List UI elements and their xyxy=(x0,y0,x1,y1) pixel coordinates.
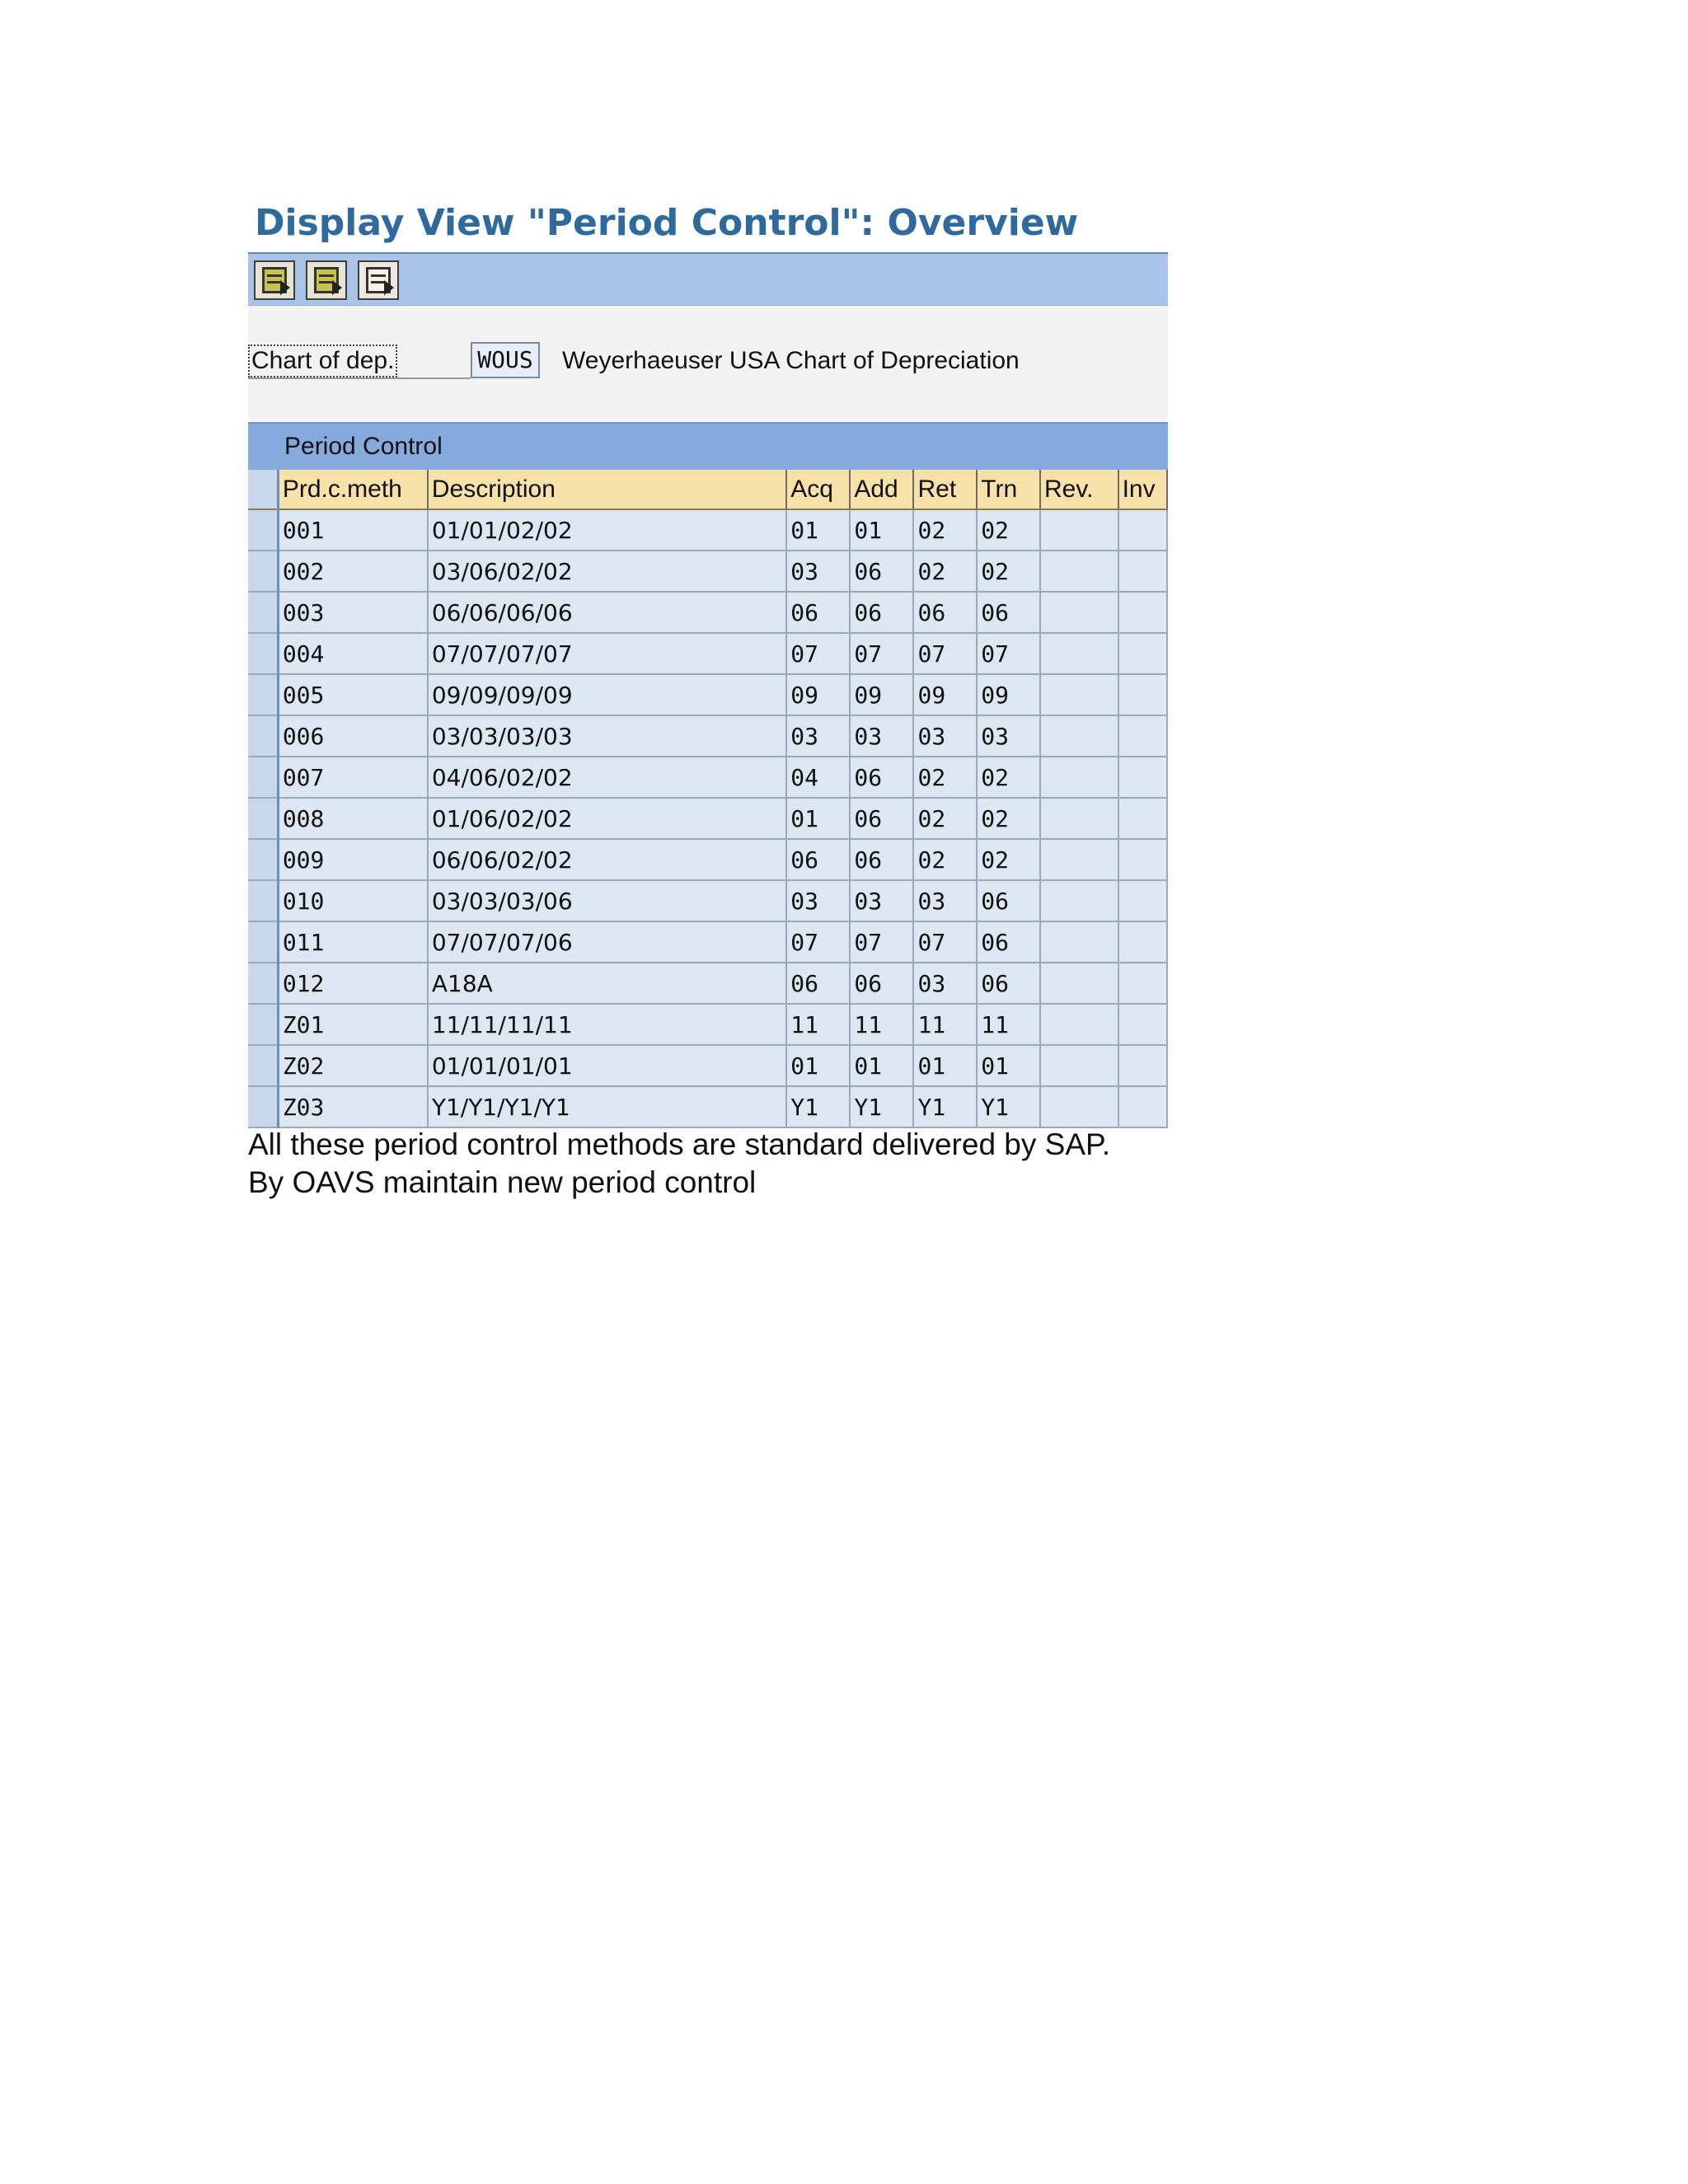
arrow-icon xyxy=(384,280,394,295)
cell-acq: 11 xyxy=(786,1004,850,1045)
deselect-all-button[interactable] xyxy=(358,260,399,300)
cell-description: Y1/Y1/Y1/Y1 xyxy=(428,1086,786,1127)
cell-acq: 01 xyxy=(786,509,850,551)
column-header-rev[interactable]: Rev. xyxy=(1040,470,1118,509)
cell-inv xyxy=(1118,1045,1167,1086)
table-title: Period Control xyxy=(284,433,443,460)
cell-rev xyxy=(1040,839,1118,880)
cell-prd-c-meth: Z03 xyxy=(278,1086,428,1127)
row-selector[interactable] xyxy=(248,592,278,633)
cell-add: 03 xyxy=(850,715,913,757)
cell-add: 06 xyxy=(850,963,913,1004)
table-row[interactable] xyxy=(248,963,1167,1004)
cell-description: 04/06/02/02 xyxy=(428,757,786,798)
cell-acq: 03 xyxy=(786,715,850,757)
cell-inv xyxy=(1118,757,1167,798)
cell-rev xyxy=(1040,674,1118,715)
label-underline xyxy=(248,377,471,379)
cell-rev xyxy=(1040,715,1118,757)
table-row[interactable] xyxy=(248,1004,1167,1045)
select-all-cell[interactable] xyxy=(248,470,278,509)
cell-ret: 01 xyxy=(913,1045,977,1086)
table-row[interactable] xyxy=(248,633,1167,674)
column-header-ret[interactable]: Ret xyxy=(913,470,977,509)
cell-inv xyxy=(1118,839,1167,880)
cell-trn: 09 xyxy=(977,674,1040,715)
table-row[interactable] xyxy=(248,674,1167,715)
cell-trn: 11 xyxy=(977,1004,1040,1045)
cell-prd-c-meth: 003 xyxy=(278,592,428,633)
row-selector[interactable] xyxy=(248,880,278,921)
cell-ret: 02 xyxy=(913,798,977,839)
cell-prd-c-meth: 012 xyxy=(278,963,428,1004)
cell-trn: 06 xyxy=(977,880,1040,921)
table-row[interactable] xyxy=(248,509,1167,551)
cell-inv xyxy=(1118,715,1167,757)
arrow-icon xyxy=(280,280,290,295)
cell-acq: 09 xyxy=(786,674,850,715)
cell-prd-c-meth: 002 xyxy=(278,551,428,592)
cell-ret: 09 xyxy=(913,674,977,715)
cell-description: 07/07/07/07 xyxy=(428,633,786,674)
column-header-trn[interactable]: Trn xyxy=(977,470,1040,509)
cell-ret: 11 xyxy=(913,1004,977,1045)
cell-description: 03/03/03/06 xyxy=(428,880,786,921)
cell-add: 07 xyxy=(850,921,913,963)
column-header-description[interactable]: Description xyxy=(428,470,786,509)
cell-trn: 02 xyxy=(977,757,1040,798)
cell-trn: 03 xyxy=(977,715,1040,757)
column-header-acq[interactable]: Acq xyxy=(786,470,850,509)
cell-description: 01/01/01/01 xyxy=(428,1045,786,1086)
cell-ret: 02 xyxy=(913,509,977,551)
table-row[interactable] xyxy=(248,839,1167,880)
cell-rev xyxy=(1040,963,1118,1004)
cell-rev xyxy=(1040,1004,1118,1045)
cell-description: 01/06/02/02 xyxy=(428,798,786,839)
column-header-add[interactable]: Add xyxy=(850,470,913,509)
cell-ret: 07 xyxy=(913,633,977,674)
cell-add: 01 xyxy=(850,1045,913,1086)
cell-prd-c-meth: 001 xyxy=(278,509,428,551)
table-row[interactable] xyxy=(248,798,1167,839)
cell-ret: 06 xyxy=(913,592,977,633)
toolbar xyxy=(248,254,1168,306)
cell-acq: 07 xyxy=(786,633,850,674)
cell-rev xyxy=(1040,921,1118,963)
table-row[interactable] xyxy=(248,592,1167,633)
cell-acq: 07 xyxy=(786,921,850,963)
cell-inv xyxy=(1118,921,1167,963)
table-row[interactable] xyxy=(248,880,1167,921)
header-area xyxy=(248,306,1168,421)
table-row[interactable] xyxy=(248,1086,1167,1127)
chart-of-dep-field[interactable]: WOUS xyxy=(471,342,540,378)
cell-description: 11/11/11/11 xyxy=(428,1004,786,1045)
cell-acq: 03 xyxy=(786,551,850,592)
cell-prd-c-meth: 006 xyxy=(278,715,428,757)
row-selector[interactable] xyxy=(248,839,278,880)
cell-inv xyxy=(1118,551,1167,592)
cell-description: 06/06/06/06 xyxy=(428,592,786,633)
cell-rev xyxy=(1040,880,1118,921)
cell-acq: 03 xyxy=(786,880,850,921)
cell-ret: 02 xyxy=(913,757,977,798)
cell-inv xyxy=(1118,509,1167,551)
table-row[interactable] xyxy=(248,757,1167,798)
table-row[interactable] xyxy=(248,921,1167,963)
cell-add: 01 xyxy=(850,509,913,551)
row-selector[interactable] xyxy=(248,1086,278,1127)
cell-prd-c-meth: Z01 xyxy=(278,1004,428,1045)
cell-ret: Y1 xyxy=(913,1086,977,1127)
cell-add: 09 xyxy=(850,674,913,715)
cell-add: 06 xyxy=(850,757,913,798)
cell-acq: 01 xyxy=(786,1045,850,1086)
cell-inv xyxy=(1118,798,1167,839)
cell-description: 03/06/02/02 xyxy=(428,551,786,592)
cell-rev xyxy=(1040,1086,1118,1127)
cell-prd-c-meth: Z02 xyxy=(278,1045,428,1086)
period-control-table xyxy=(248,470,1168,1137)
row-selector[interactable] xyxy=(248,757,278,798)
cell-add: 06 xyxy=(850,551,913,592)
cell-add: 03 xyxy=(850,880,913,921)
caption-line-1: All these period control methods are standard delivered by SAP. xyxy=(248,1127,1111,1161)
cell-prd-c-meth: 008 xyxy=(278,798,428,839)
cell-description: 07/07/07/06 xyxy=(428,921,786,963)
cell-add: 07 xyxy=(850,633,913,674)
header-row xyxy=(248,470,1167,509)
cell-description: 01/01/02/02 xyxy=(428,509,786,551)
select-block-button[interactable] xyxy=(306,260,347,300)
cell-trn: 07 xyxy=(977,633,1040,674)
row-selector[interactable] xyxy=(248,921,278,963)
row-selector[interactable] xyxy=(248,963,278,1004)
cell-description: A18A xyxy=(428,963,786,1004)
cell-description: 09/09/09/09 xyxy=(428,674,786,715)
select-all-button[interactable] xyxy=(254,260,295,300)
cell-description: 03/03/03/03 xyxy=(428,715,786,757)
table-row[interactable] xyxy=(248,551,1167,592)
row-selector[interactable] xyxy=(248,798,278,839)
cell-acq: 04 xyxy=(786,757,850,798)
cell-inv xyxy=(1118,880,1167,921)
cell-add: 06 xyxy=(850,592,913,633)
cell-trn: 02 xyxy=(977,798,1040,839)
row-selector[interactable] xyxy=(248,715,278,757)
cell-rev xyxy=(1040,551,1118,592)
cell-add: Y1 xyxy=(850,1086,913,1127)
cell-inv xyxy=(1118,592,1167,633)
cell-description: 06/06/02/02 xyxy=(428,839,786,880)
cell-rev xyxy=(1040,509,1118,551)
cell-ret: 07 xyxy=(913,921,977,963)
cell-trn: 06 xyxy=(977,963,1040,1004)
cell-rev xyxy=(1040,757,1118,798)
cell-inv xyxy=(1118,963,1167,1004)
cell-acq: 06 xyxy=(786,592,850,633)
cell-ret: 03 xyxy=(913,880,977,921)
cell-rev xyxy=(1040,798,1118,839)
column-header-prd-c-meth[interactable]: Prd.c.meth xyxy=(278,470,428,509)
cell-add: 06 xyxy=(850,839,913,880)
cell-trn: Y1 xyxy=(977,1086,1040,1127)
page-title: Display View "Period Control": Overview xyxy=(255,202,1079,244)
cell-rev xyxy=(1040,633,1118,674)
cell-trn: 06 xyxy=(977,921,1040,963)
cell-ret: 03 xyxy=(913,715,977,757)
cell-inv xyxy=(1118,674,1167,715)
row-selector[interactable] xyxy=(248,551,278,592)
cell-add: 11 xyxy=(850,1004,913,1045)
cell-rev xyxy=(1040,1045,1118,1086)
cell-prd-c-meth: 011 xyxy=(278,921,428,963)
cell-trn: 02 xyxy=(977,839,1040,880)
cell-trn: 06 xyxy=(977,592,1040,633)
row-selector[interactable] xyxy=(248,1004,278,1045)
cell-inv xyxy=(1118,633,1167,674)
cell-prd-c-meth: 010 xyxy=(278,880,428,921)
cell-acq: Y1 xyxy=(786,1086,850,1127)
sap-screen xyxy=(248,198,1168,1137)
cell-acq: 01 xyxy=(786,798,850,839)
cell-ret: 02 xyxy=(913,551,977,592)
cell-ret: 02 xyxy=(913,839,977,880)
cell-trn: 02 xyxy=(977,551,1040,592)
row-selector[interactable] xyxy=(248,674,278,715)
row-selector[interactable] xyxy=(248,509,278,551)
cell-rev xyxy=(1040,592,1118,633)
cell-add: 06 xyxy=(850,798,913,839)
table-row[interactable] xyxy=(248,715,1167,757)
row-selector[interactable] xyxy=(248,633,278,674)
cell-inv xyxy=(1118,1004,1167,1045)
cell-prd-c-meth: 007 xyxy=(278,757,428,798)
cell-trn: 02 xyxy=(977,509,1040,551)
cell-acq: 06 xyxy=(786,963,850,1004)
cell-trn: 01 xyxy=(977,1045,1040,1086)
chart-of-dep-label: Chart of dep. xyxy=(248,344,397,377)
column-header-inv[interactable]: Inv xyxy=(1118,470,1167,509)
table-title-bar xyxy=(248,422,1168,470)
cell-inv xyxy=(1118,1086,1167,1127)
cell-acq: 06 xyxy=(786,839,850,880)
chart-of-dep-description: Weyerhaeuser USA Chart of Depreciation xyxy=(562,347,1020,374)
table-row[interactable] xyxy=(248,1045,1167,1086)
arrow-icon xyxy=(332,280,342,295)
cell-prd-c-meth: 005 xyxy=(278,674,428,715)
row-selector[interactable] xyxy=(248,1045,278,1086)
cell-prd-c-meth: 004 xyxy=(278,633,428,674)
cell-ret: 03 xyxy=(913,963,977,1004)
caption-line-2: By OAVS maintain new period control xyxy=(248,1165,757,1199)
cell-prd-c-meth: 009 xyxy=(278,839,428,880)
